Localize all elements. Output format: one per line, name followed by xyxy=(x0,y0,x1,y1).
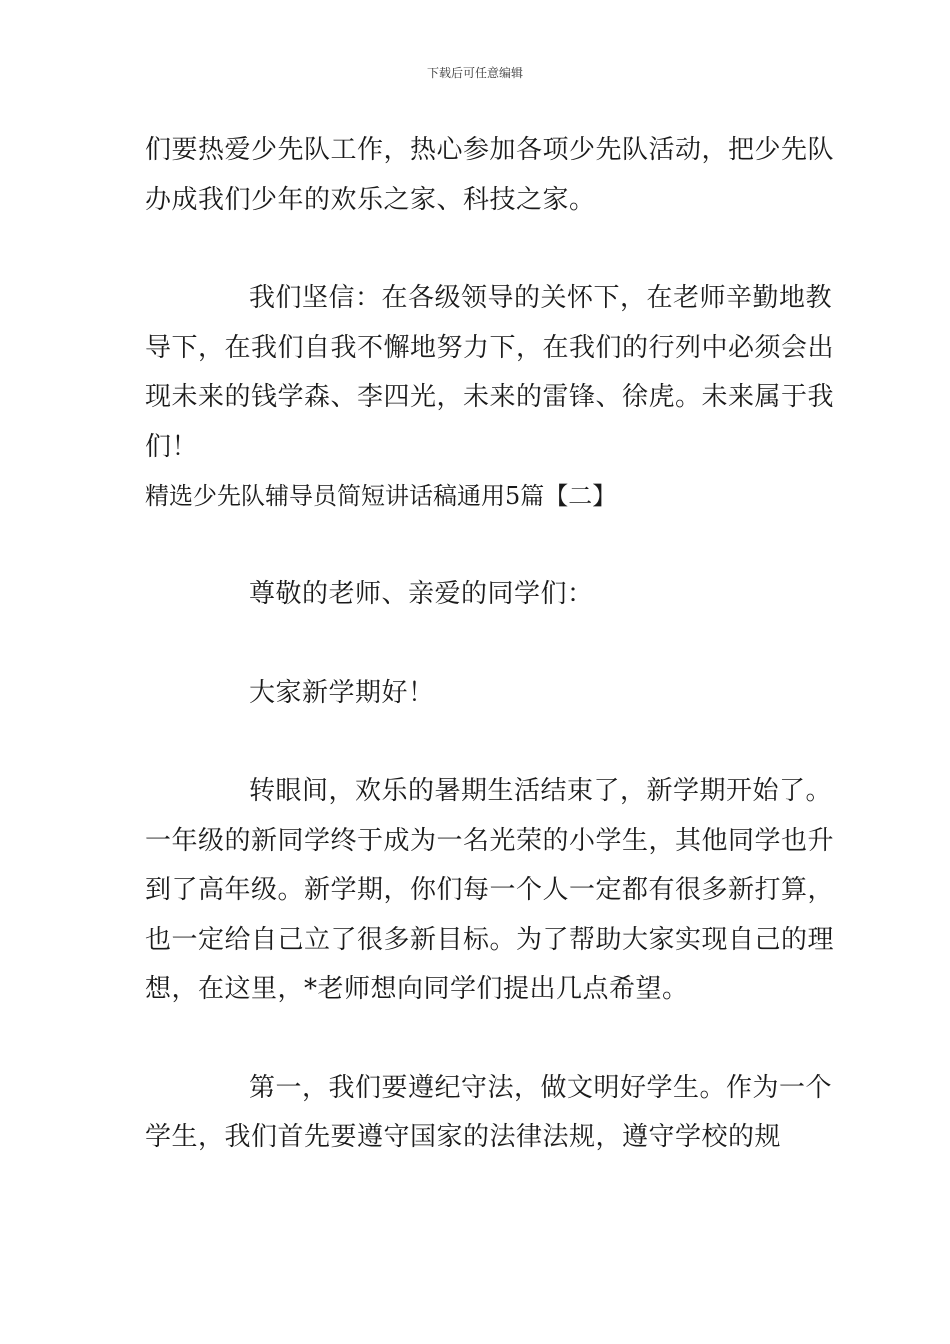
hello-line: 大家新学期好！ xyxy=(249,677,435,708)
paragraph-continuation: 们要热爱少先队工作，热心参加各项少先队活动，把少先队办成我们少年的欢乐之家、科技之家。 xyxy=(145,135,835,215)
paragraph-first-point: 第一，我们要遵纪守法，做文明好学生。作为一个学生，我们首先要遵守国家的法律法规，遵守学校的规 xyxy=(145,1072,833,1152)
paragraph-new-term: 转眼间，欢乐的暑期生活结束了，新学期开始了。一年级的新同学终于成为一名光荣的小学生，其他同学也升到了高年级。新学期，你们每一个人一定都有很多新打算，也一定给自己立了很多新目标。为了帮助大家实现自己的理想，在这里，*老师想向同学们提出几点希望。 xyxy=(145,776,835,1004)
document-body xyxy=(145,126,835,1163)
paragraph-belief: 我们坚信：在各级领导的关怀下，在老师辛勤地教导下，在我们自我不懈地努力下，在我们的行列中必须会出现未来的钱学森、李四光，未来的雷锋、徐虎。未来属于我们！ xyxy=(145,283,835,462)
section-heading: 精选少先队辅导员简短讲话稿通用5篇【二】 xyxy=(145,482,617,510)
greeting-line: 尊敬的老师、亲爱的同学们： xyxy=(249,579,594,609)
header-note: 下载后可任意编辑 xyxy=(426,66,523,80)
